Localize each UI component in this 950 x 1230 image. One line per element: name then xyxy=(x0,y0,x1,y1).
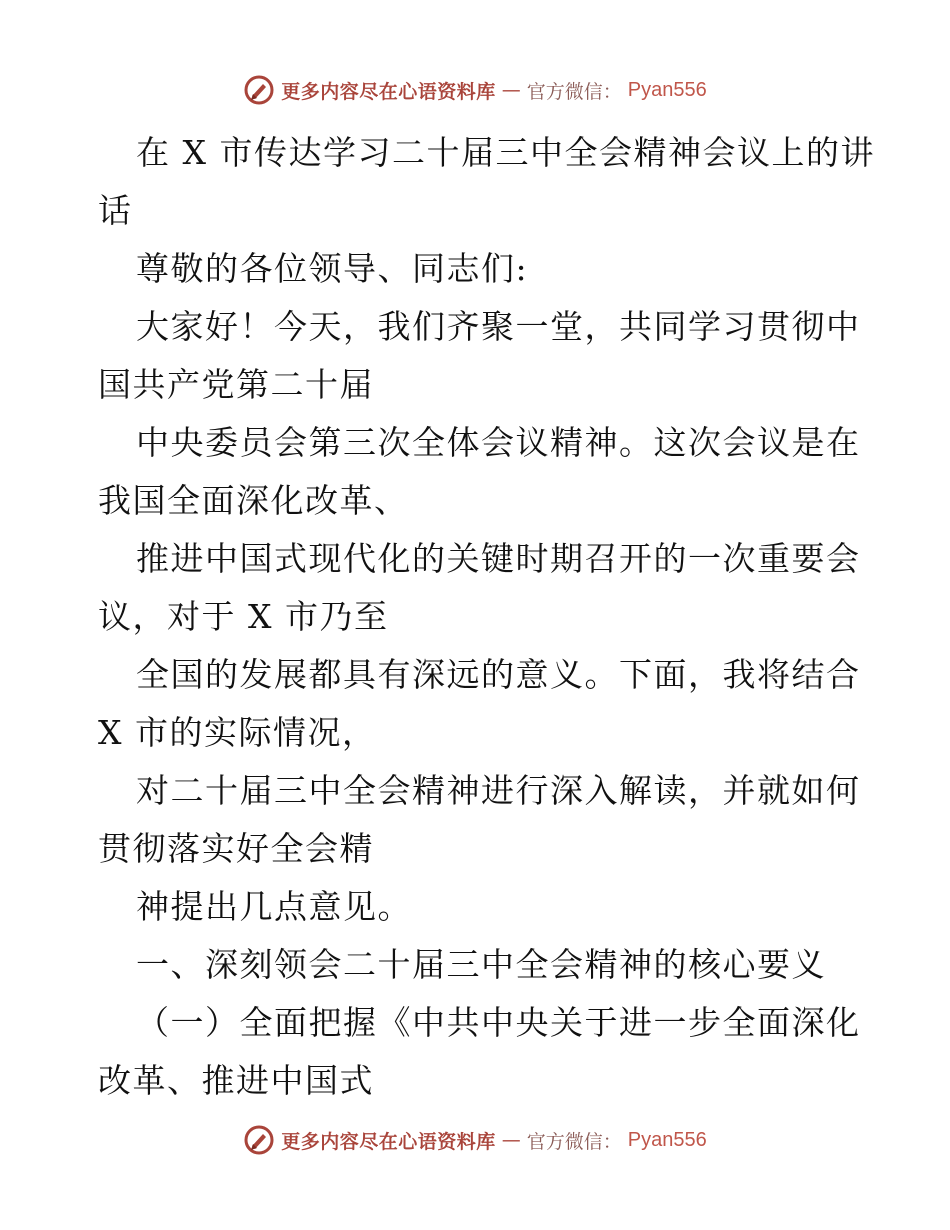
paragraph-line: X 市的实际情况， xyxy=(98,713,377,752)
paragraph-line: 议，对于 X 市乃至 xyxy=(98,597,389,636)
paragraph-line: 贯彻落实好全会精 xyxy=(98,829,374,868)
watermark-separator: — xyxy=(501,1129,521,1151)
header-watermark xyxy=(0,74,950,106)
pen-logo-icon xyxy=(243,74,275,106)
paragraph-line: 推进中国式现代化的关键时期召开的一次重要会 xyxy=(136,539,861,578)
speech-title-line-1: 在 X 市传达学习二十届三中全会精神会议上的讲 xyxy=(136,133,875,172)
paragraph-line: 国共产党第二十届 xyxy=(98,365,374,404)
watermark-wechat-label: 官方微信： xyxy=(526,80,622,103)
paragraph-line: 大家好！今天，我们齐聚一堂，共同学习贯彻中 xyxy=(136,307,861,346)
watermark-brand-text: 更多内容尽在心语资料库 xyxy=(281,80,496,103)
footer-watermark xyxy=(0,1124,950,1156)
watermark-wechat-label: 官方微信： xyxy=(526,1130,622,1153)
paragraph-line: 神提出几点意见。 xyxy=(136,887,412,926)
watermark-wechat-id: Pyan556 xyxy=(627,78,707,101)
subsection-heading-1-cont: 改革、推进中国式 xyxy=(98,1061,374,1100)
document-body xyxy=(98,124,875,1110)
pen-logo-icon xyxy=(243,1124,275,1156)
salutation: 尊敬的各位领导、同志们: xyxy=(136,249,529,288)
paragraph-line: 我国全面深化改革、 xyxy=(98,481,409,520)
section-heading-1: 一、深刻领会二十届三中全会精神的核心要义 xyxy=(136,945,826,984)
paragraph-line: 全国的发展都具有深远的意义。下面，我将结合 xyxy=(136,655,861,694)
subsection-heading-1: （一）全面把握《中共中央关于进一步全面深化 xyxy=(136,1003,861,1042)
watermark-separator: — xyxy=(501,79,521,101)
paragraph-line: 中央委员会第三次全体会议精神。这次会议是在 xyxy=(136,423,861,462)
watermark-brand-text: 更多内容尽在心语资料库 xyxy=(281,1130,496,1153)
speech-title-line-2: 话 xyxy=(98,191,133,230)
watermark-wechat-id: Pyan556 xyxy=(627,1128,707,1151)
paragraph-line: 对二十届三中全会精神进行深入解读，并就如何 xyxy=(136,771,861,810)
